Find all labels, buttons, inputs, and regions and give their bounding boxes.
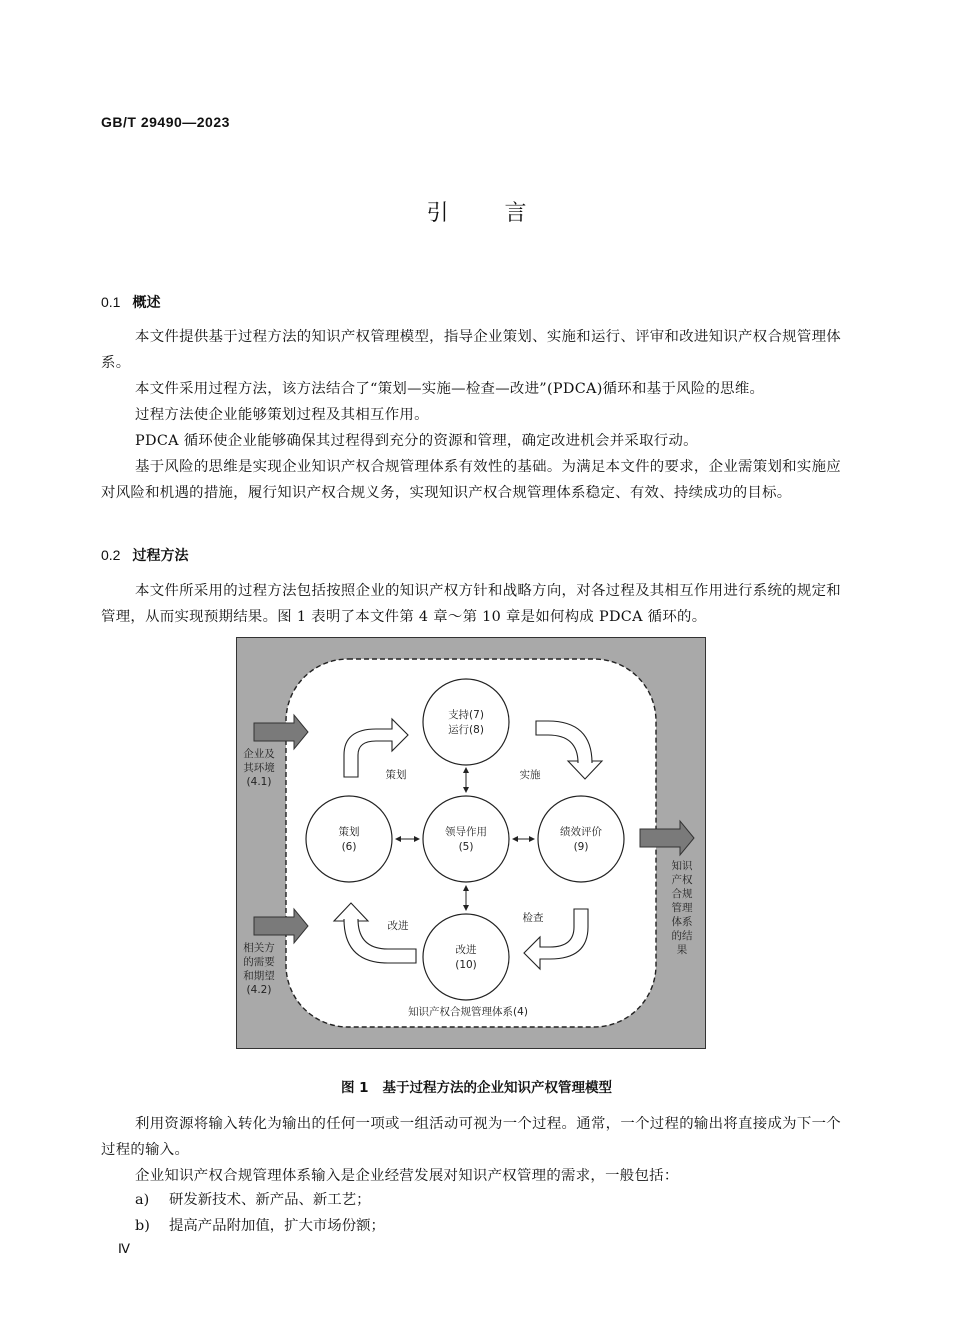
support-operation-circle xyxy=(423,679,509,765)
act-arrow-label: 改进 xyxy=(387,920,409,932)
input-label-stakeholders-line: 相关方 xyxy=(243,942,275,954)
improvement-label: 改进 xyxy=(455,944,477,956)
leadership-clause: (5) xyxy=(458,841,474,853)
list-item-text: 提高产品附加值，扩大市场份额； xyxy=(169,1218,385,1234)
planning-circle xyxy=(306,796,392,882)
leadership-circle xyxy=(423,796,509,882)
paragraph: 本文件采用过程方法，该方法结合了“策划—实施—检查—改进”(PDCA)循环和基于风险的思维。 xyxy=(135,381,765,397)
page-title: 引言 xyxy=(426,201,583,226)
evaluation-clause: (9) xyxy=(573,841,589,853)
paragraph: 本文件提供基于过程方法的知识产权管理模型，指导企业策划、实施和运行、评审和改进知识产权合规管理体系。 xyxy=(101,329,841,371)
check-arrow-label: 检查 xyxy=(522,912,544,924)
evaluation-circle xyxy=(538,796,624,882)
improvement-circle xyxy=(423,914,509,1000)
do-arrow-label: 实施 xyxy=(519,769,541,781)
input-label-context-line: 其环境 xyxy=(243,762,275,774)
paragraph: 基于风险的思维是实现企业知识产权合规管理体系有效性的基础。为满足本文件的要求，企业需策划和实施应对风险和机遇的措施，履行知识产权合规义务，实现知识产权合规管理体系稳定、有效、持续成功的目标。 xyxy=(101,459,841,501)
input-label-stakeholders-line: 和期望 xyxy=(243,970,275,982)
paragraph: PDCA 循环使企业能够确保其过程得到充分的资源和管理，确定改进机会并采取行动。 xyxy=(135,433,698,449)
figure-number: 图 1 xyxy=(340,1080,369,1096)
figure-caption xyxy=(0,1076,953,1096)
system-label: 知识产权合规管理体系(4) xyxy=(408,1006,528,1018)
output-label-line: 体系 xyxy=(671,916,693,928)
figure-title: 基于过程方法的企业知识产权管理模型 xyxy=(382,1080,613,1096)
support-label: 支持(7) xyxy=(448,709,484,721)
list-item-text: 研发新技术、新产品、新工艺； xyxy=(169,1192,371,1208)
planning-label: 策划 xyxy=(338,826,360,838)
plan-arrow-label: 策划 xyxy=(385,769,407,781)
input-label-stakeholders-line: (4.2) xyxy=(246,984,272,996)
paragraph: 企业知识产权合规管理体系输入是企业经营发展对知识产权管理的需求，一般包括： xyxy=(135,1168,679,1184)
evaluation-label: 绩效评价 xyxy=(560,826,602,838)
operation-label: 运行(8) xyxy=(448,724,484,736)
section-title: 过程方法 xyxy=(132,548,189,564)
section-number: 0.2 xyxy=(101,547,121,563)
section-heading-0-1 xyxy=(101,292,160,312)
page-number: Ⅳ xyxy=(118,1241,130,1256)
output-label-line: 的结 xyxy=(671,930,693,942)
section-title: 概述 xyxy=(132,295,161,311)
output-label-line: 产权 xyxy=(671,874,693,886)
section-number: 0.1 xyxy=(101,294,121,310)
planning-clause: (6) xyxy=(341,841,357,853)
paragraph: 过程方法使企业能够策划过程及其相互作用。 xyxy=(135,407,429,423)
leadership-label: 领导作用 xyxy=(445,826,487,838)
input-label-context-line: 企业及 xyxy=(243,748,275,760)
paragraph: 利用资源将输入转化为输出的任何一项或一组活动可视为一个过程。通常，一个过程的输出将直接成为下一个过程的输入。 xyxy=(101,1116,841,1158)
list-item xyxy=(135,1214,385,1235)
output-label-line: 知识 xyxy=(671,860,693,872)
list-item-label: a) xyxy=(135,1192,150,1208)
pdca-model-figure xyxy=(236,637,706,1049)
improvement-clause: (10) xyxy=(455,959,477,971)
paragraph: 本文件所采用的过程方法包括按照企业的知识产权方针和战略方向，对各过程及其相互作用进行系统的规定和管理，从而实现预期结果。图 1 表明了本文件第 4 章～第 10 章是如何构成 PDCA 循环的。 xyxy=(101,583,841,625)
list-item xyxy=(135,1188,370,1209)
output-label-line: 果 xyxy=(676,944,688,956)
standard-code: GB/T 29490—2023 xyxy=(101,114,230,130)
section-heading-0-2 xyxy=(101,545,188,565)
output-label-line: 合规 xyxy=(671,888,693,900)
input-label-context-line: (4.1) xyxy=(246,776,272,788)
output-label-line: 管理 xyxy=(671,902,693,914)
list-item-label: b) xyxy=(135,1218,150,1234)
input-label-stakeholders-line: 的需要 xyxy=(243,956,275,968)
